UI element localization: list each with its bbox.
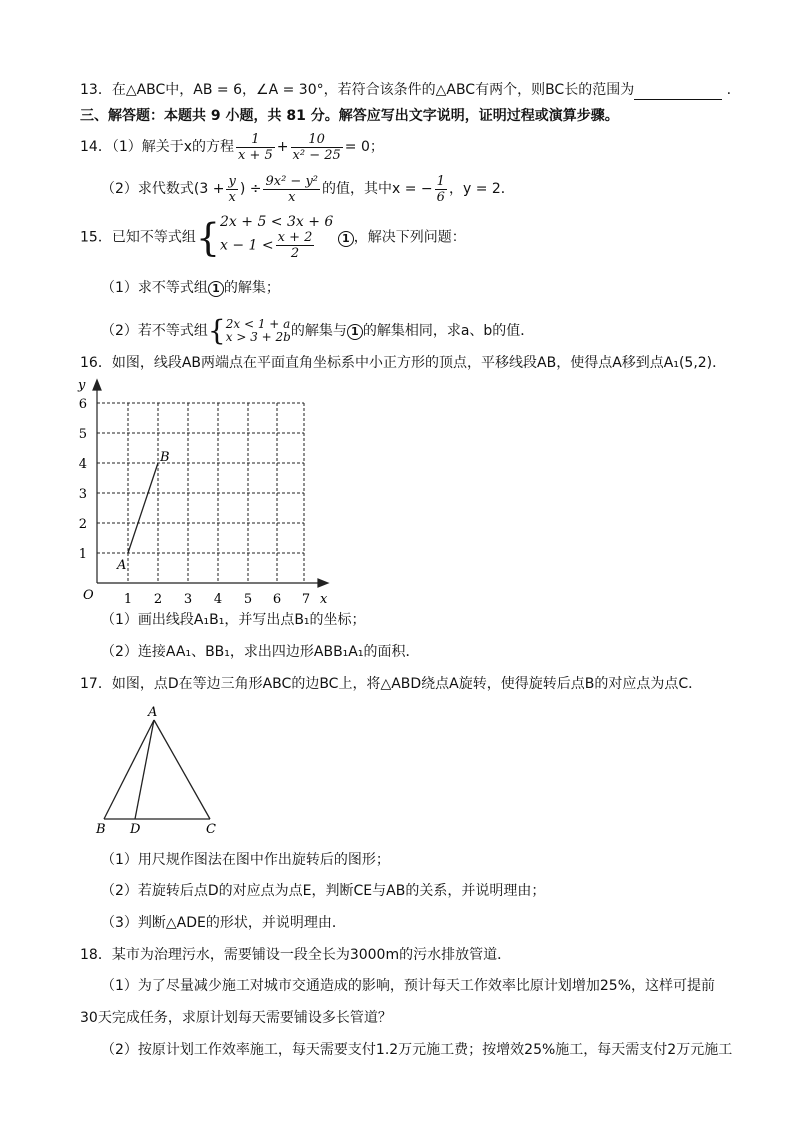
fraction-denominator: x + 5 [238, 147, 273, 163]
segment-AD [135, 720, 154, 819]
x-tick: 7 [301, 592, 311, 607]
x-tick-labels [124, 592, 310, 607]
triangle-figure [90, 700, 230, 840]
q16-stem [80, 353, 726, 373]
q15-fraction [276, 230, 315, 261]
q15-inequality-system [220, 214, 333, 261]
q14-fraction-2 [291, 132, 343, 163]
circled-number-1: 1 [208, 281, 224, 297]
point-A-label: A [117, 558, 127, 573]
q13-end: . [726, 82, 732, 98]
circled-number-1: 1 [347, 324, 363, 340]
x-tick: 4 [213, 592, 223, 607]
q17-text: 如图，点D在等边三角形ABC的边BC上，将△ABD绕点A旋转，使得旋转后点B的对应点为点C． [111, 676, 703, 692]
q15-inequality-1: 2x + 5 < 3x + 6 [220, 214, 334, 230]
q16-text: 如图，线段AB两端点在平面直角坐标系中小正方形的顶点，平移线段AB，使得点A移到点A₁(5,2)． [111, 355, 727, 371]
grid-lines [97, 403, 304, 583]
plus-sign: + [276, 139, 289, 155]
origin-label: O [83, 588, 94, 603]
q14-p2-mid: ) ÷ [239, 181, 262, 197]
q15-p1-post: 的解集； [223, 280, 280, 296]
q17-stem [80, 674, 702, 694]
section-3-heading: 三、解答题：本题共 9 小题，共 81 分。解答应写出文字说明，证明过程或演算步骤。 [80, 108, 619, 124]
q14-p1-pre: （1）解关于x的方程 [111, 139, 235, 155]
y-tick: 4 [78, 457, 87, 472]
x-tick: 6 [272, 592, 282, 607]
q15-sys-line-2: x > 3 + 2b [225, 330, 291, 344]
q15-sys-line-1: 2x < 1 + a [225, 317, 291, 331]
q15-p2-pre: （2）若不等式组 [101, 323, 208, 339]
q14-p1-post: = 0； [344, 139, 384, 155]
segment-AB [128, 463, 158, 553]
q16-part2: （2）连接AA₁、BB₁，求出四边形ABB₁A₁的面积． [101, 644, 420, 660]
q13-line [80, 80, 731, 100]
y-tick-labels [79, 397, 87, 562]
q15-number: 15． [80, 229, 112, 246]
x-axis-arrow-icon [318, 579, 328, 587]
q16-number: 16． [80, 355, 112, 371]
q17-part3: （3）判断△ADE的形状，并说明理由． [101, 915, 346, 931]
fraction-numerator: x + 2 [277, 230, 313, 245]
q15-part2 [101, 312, 534, 350]
fraction-numerator: 1 [436, 173, 445, 189]
y-tick: 6 [78, 397, 87, 412]
q15-stem [80, 214, 466, 261]
y-tick: 1 [78, 547, 87, 562]
point-B-label: B [160, 450, 170, 465]
q17-part2: （2）若旋转后点D的对应点为点E，判断CE与AB的关系，并说明理由； [101, 883, 546, 899]
q15-post: ，解决下列问题： [353, 229, 466, 246]
q18-stem [80, 945, 511, 965]
fraction-denominator: 2 [276, 245, 315, 261]
point-D-label: D [130, 822, 141, 837]
vertex-B-label: B [96, 822, 106, 837]
y-tick: 3 [78, 487, 87, 502]
side-AB [104, 720, 154, 819]
x-tick: 3 [183, 592, 193, 607]
q15-system-2 [226, 318, 291, 344]
q17-part1: （1）用尺规作图法在图中作出旋转后的图形； [101, 852, 390, 868]
fraction-numerator: 1 [251, 131, 260, 147]
y-tick: 2 [78, 517, 87, 532]
x-tick: 1 [123, 592, 133, 607]
q18-part1a: （1）为了尽量减少施工对城市交通造成的影响，预计每天工作效率比原计划增加25%，这样可提前 [101, 978, 716, 994]
circled-number-1: 1 [338, 231, 354, 247]
q16-part1: （1）画出线段A₁B₁，并写出点B₁的坐标； [101, 612, 366, 628]
q13-number: 13． [80, 82, 112, 98]
fraction-denominator: x [226, 189, 237, 205]
q15-p1-pre: （1）求不等式组 [101, 280, 208, 296]
q15-ineq2-pre: x − 1 < [220, 237, 274, 254]
q15-part1 [101, 278, 280, 298]
q15-pre: 已知不等式组 [111, 229, 196, 246]
q14-part2 [101, 173, 515, 205]
fraction-denominator: x [263, 189, 320, 205]
left-brace: { [195, 215, 221, 260]
q14-fraction-5 [435, 174, 447, 205]
vertex-A-label: A [148, 705, 158, 720]
x-tick: 2 [153, 592, 163, 607]
q14-p2-mid2: 的值，其中x = − [322, 181, 433, 197]
q14-p2-pre: （2）求代数式(3 + [101, 181, 225, 197]
left-brace: { [207, 314, 226, 347]
q18-text: 某市为治理污水，需要铺设一段全长为3000m的污水排放管道． [111, 947, 512, 963]
q15-p2-mid: 的解集与 [290, 323, 347, 339]
q14-fraction-3 [226, 174, 237, 205]
side-AC [154, 720, 210, 819]
y-tick: 5 [78, 427, 87, 442]
answer-blank [634, 85, 722, 100]
y-axis-label: y [78, 378, 86, 393]
q18-part1b: 30天完成任务，求原计划每天需要铺设多长管道？ [80, 1010, 392, 1026]
q18-number: 18． [80, 947, 112, 963]
q14-fraction-4 [263, 174, 320, 205]
vertex-C-label: C [206, 822, 216, 837]
q15-p2-post: 的解集相同，求a、b的值． [362, 323, 535, 339]
fraction-numerator: y [228, 173, 236, 189]
q15-inequality-2 [220, 230, 333, 261]
q14-p2-post: ，y = 2． [448, 181, 515, 197]
y-axis-arrow-icon [93, 380, 101, 390]
fraction-denominator: x² − 25 [292, 147, 341, 163]
q14-part1 [80, 131, 384, 163]
fraction-denominator: 6 [436, 189, 445, 205]
q18-part2: （2）按原计划工作效率施工，每天需要支付1.2万元施工费；按增效25%施工，每天需支付2万元施工 [101, 1042, 733, 1058]
x-axis-label: x [320, 592, 328, 607]
x-tick: 5 [243, 592, 253, 607]
q13-text: 在△ABC中，AB = 6，∠A = 30°，若符合该条件的△ABC有两个，则BC长的范围为 [111, 82, 635, 98]
q14-number: 14． [80, 139, 112, 155]
q17-number: 17． [80, 676, 112, 692]
fraction-numerator: 9x² − y² [265, 173, 319, 189]
q14-fraction-1 [236, 132, 275, 163]
coordinate-grid-figure [72, 375, 342, 610]
fraction-numerator: 10 [308, 131, 325, 147]
